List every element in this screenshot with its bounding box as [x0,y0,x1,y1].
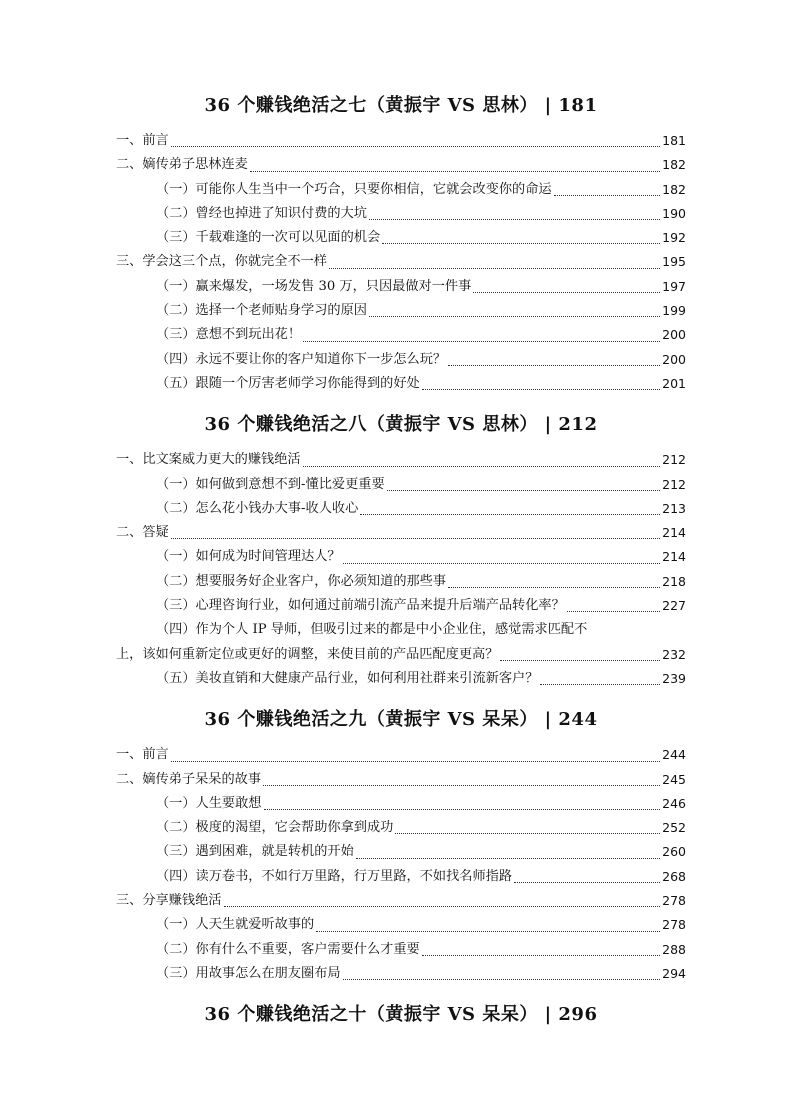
dot-leader [171,761,660,762]
toc-entry-label: （四）永远不要让你的客户知道你下一步怎么玩？ [156,351,447,367]
dot-leader [448,587,660,588]
dot-leader [250,171,660,172]
toc-entry-label: 一、前言 [116,747,169,763]
dot-leader [422,389,660,390]
toc-entry-label: （三）遇到困难，就是转机的开始 [156,844,354,860]
toc-entry-label: （二）选择一个老师贴身学习的原因 [156,303,367,319]
dot-leader [540,684,660,685]
toc-list [116,448,686,691]
toc-entry-line-2 [116,643,686,667]
toc-entry[interactable] [116,348,686,372]
toc-entry[interactable] [116,545,686,569]
dot-leader [329,268,660,269]
section-title: 36 个赚钱绝活之七（黄振宇 VS 思林） | 181 [204,95,598,116]
dot-leader [473,292,660,293]
dot-leader [343,563,661,564]
toc-entry-label: （一）如何做到意想不到-懂比爱更重要 [156,476,385,492]
toc-entry-page: 252 [662,820,686,836]
toc-entry-label: （五）美妆直销和大健康产品行业，如何利用社群来引流新客户？ [156,670,539,686]
toc-entry[interactable] [116,226,686,250]
toc-entry[interactable] [116,840,686,864]
dot-leader [264,809,661,810]
toc-entry-label-line-2: 上，该如何重新定位或更好的调整，来使目前的产品匹配度更高？ [116,646,499,662]
toc-entry[interactable] [116,153,686,177]
toc-entry-page: 190 [662,205,686,221]
toc-entry-page: 218 [662,573,686,589]
toc-entry-label: （五）跟随一个厉害老师学习你能得到的好处 [156,375,420,391]
toc-entry-page: 199 [662,303,686,319]
toc-entry[interactable] [116,667,686,691]
toc-entry-page: 246 [662,795,686,811]
dot-leader [303,466,661,467]
toc-entry-label: （一）赢来爆发，一场发售 30 万，只因最做对一件事 [156,278,472,294]
toc-entry-page: 214 [662,549,686,565]
toc-entry-page: 244 [662,747,686,763]
toc-entry[interactable] [116,938,686,962]
toc-entry[interactable] [116,865,686,889]
toc-entry-label: （二）极度的渴望，它会帮助你拿到成功 [156,820,394,836]
toc-entry[interactable] [116,792,686,816]
toc-entry-label: （四）读万卷书，不如行万里路，行万里路，不如找名师指路 [156,868,513,884]
toc-entry-page: 227 [662,598,686,614]
toc-entry-label: （三）心理咨询行业，如何通过前端引流产品来提升后端产品转化率？ [156,598,565,614]
dot-leader [382,243,660,244]
toc-entry[interactable] [116,521,686,545]
toc-entry[interactable] [116,250,686,274]
toc-entry-page: 181 [662,133,686,148]
toc-entry[interactable] [116,618,686,667]
dot-leader [356,858,660,859]
toc-entry-label: 一、前言 [116,133,169,148]
toc-entry-label-line-1: （四）作为个人 IP 导师，但吸引过来的都是中小企业住，感觉需求匹配不 [156,622,588,638]
toc-entry[interactable] [116,202,686,226]
toc-entry-page: 239 [662,670,686,686]
toc-entry-page: 182 [662,157,686,173]
toc-entry-page: 212 [662,452,686,468]
dot-leader [514,882,660,883]
toc-entry-label: （三）千载难逢的一次可以见面的机会 [156,230,381,246]
toc-entry-label: 二、嫡传弟子呆呆的故事 [116,771,262,787]
dot-leader [448,365,660,366]
dot-leader [224,906,661,907]
toc-entry-label: 一、比文案威力更大的赚钱绝活 [116,452,301,468]
section-title: 36 个赚钱绝活之八（黄振宇 VS 思林） | 212 [204,414,598,436]
toc-entry-page: 192 [662,230,686,246]
toc-entry-page: 245 [662,771,686,787]
toc-entry[interactable] [116,473,686,497]
toc-entry-page: 182 [662,181,686,197]
toc-entry-label: （一）人生要敢想 [156,795,262,811]
dot-leader [343,979,661,980]
toc-entry[interactable] [116,816,686,840]
toc-entry-label: （二）曾经也掉进了知识付费的大坑 [156,205,367,221]
toc-section [116,709,686,986]
toc-entry[interactable] [116,913,686,937]
dot-leader [369,316,660,317]
toc-entry-label: （三）用故事怎么在朋友圈布局 [156,965,341,981]
toc-entry-page: 214 [662,525,686,541]
toc-entry-label: （一）如何成为时间管理达人？ [156,549,341,565]
toc-entry-page: 260 [662,844,686,860]
toc-entry-label: （三）意想不到玩出花！ [156,327,302,343]
toc-entry-page: 197 [662,278,686,294]
toc-entry-page: 278 [662,893,686,909]
toc-entry[interactable] [116,743,686,767]
dot-leader [422,955,660,956]
toc-entry[interactable] [116,323,686,347]
dot-leader [369,219,660,220]
dot-leader [316,931,660,932]
dot-leader [500,660,660,661]
toc-section [116,95,686,396]
toc-page [116,95,686,1038]
toc-entry-page: 200 [662,351,686,367]
toc-entry-page: 288 [662,941,686,957]
toc-entry-page: 268 [662,868,686,884]
toc-entry-label: （二）你有什么不重要，客户需要什么才重要 [156,941,420,957]
toc-entry-label: 三、学会这三个点，你就完全不一样 [116,254,327,270]
toc-list [116,743,686,986]
toc-entry[interactable] [116,768,686,792]
toc-entry-label: 二、嫡传弟子思林连麦 [116,157,248,173]
toc-entry[interactable] [116,129,686,153]
dot-leader [554,195,661,196]
toc-entry-label: （一）可能你人生当中一个巧合，只要你相信，它就会改变你的命运 [156,181,552,197]
toc-entry[interactable] [116,594,686,618]
toc-entry-page: 213 [662,500,686,516]
toc-entry-page: 200 [662,327,686,343]
toc-list [116,129,686,396]
section-title: 36 个赚钱绝活之十（黄振宇 VS 呆呆） | 296 [204,1004,598,1026]
toc-entry[interactable] [116,299,686,323]
toc-entry[interactable] [116,448,686,472]
toc-entry[interactable] [116,570,686,594]
dot-leader [395,833,660,834]
toc-entry-label: 二、答疑 [116,525,169,541]
toc-entry-label: （二）怎么花小钱办大事-收人收心 [156,500,359,516]
toc-entry-page: 278 [662,917,686,933]
toc-entry[interactable] [116,178,686,202]
toc-entry[interactable] [116,372,686,396]
dot-leader [263,785,660,786]
toc-entry-label: 三、分享赚钱绝活 [116,893,222,909]
toc-entry[interactable] [116,889,686,913]
toc-section [116,1004,686,1026]
toc-entry-page: 212 [662,476,686,492]
toc-entry-page: 195 [662,254,686,270]
toc-entry[interactable] [116,275,686,299]
toc-entry-page: 294 [662,965,686,981]
toc-entry-label: （二）想要服务好企业客户，你必须知道的那些事 [156,573,447,589]
toc-section [116,414,686,691]
dot-leader [303,341,660,342]
dot-leader [387,490,660,491]
toc-entry-page: 201 [662,375,686,391]
toc-entry-label: （一）人天生就爱听故事的 [156,917,315,933]
section-title: 36 个赚钱绝活之九（黄振宇 VS 呆呆） | 244 [204,709,598,731]
toc-entry[interactable] [116,962,686,986]
toc-entry[interactable] [116,497,686,521]
dot-leader [567,611,660,612]
dot-leader [360,514,660,515]
toc-entry-page: 232 [662,646,686,662]
dot-leader [171,146,660,147]
dot-leader [171,538,660,539]
